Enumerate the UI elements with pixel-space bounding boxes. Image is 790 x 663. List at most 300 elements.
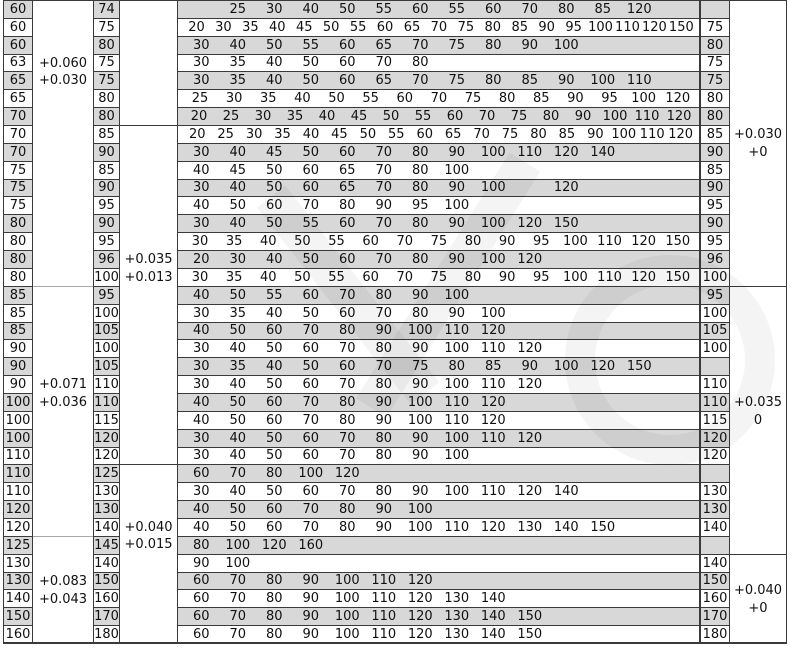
bore-dia-right-cell: 75 <box>700 54 730 71</box>
length-value: 70 <box>375 306 393 321</box>
tolerance-value: +0.036 <box>38 395 88 411</box>
length-value: 120 <box>553 180 579 195</box>
length-value: 45 <box>350 109 368 124</box>
length-value: 120 <box>631 234 657 249</box>
bore-dia-right-cell: 130 <box>700 482 730 500</box>
bore-dia-right-cell: 105 <box>700 322 730 339</box>
length-value: 40 <box>229 145 247 160</box>
length-value: 60 <box>192 573 210 588</box>
length-value: 85 <box>484 359 502 374</box>
length-value: 45 <box>331 127 348 142</box>
length-value: 120 <box>407 627 433 642</box>
bore-dia-right-cell <box>700 464 730 482</box>
shaft-dia-cell: 120 <box>3 518 33 536</box>
bore-dia-cell: 100 <box>94 270 119 285</box>
lengths-cell <box>177 143 700 161</box>
lengths-cell <box>177 411 700 429</box>
length-value: 100 <box>631 91 657 106</box>
length-value: 30 <box>265 2 283 17</box>
tolerance-value: +0.030 <box>38 73 88 89</box>
length-value: 90 <box>448 306 466 321</box>
bore-tolerance-group <box>120 0 177 125</box>
bore-dia-cell: 120 <box>94 431 119 446</box>
bore-dia-cell: 80 <box>93 107 120 125</box>
length-value: 100 <box>563 270 588 285</box>
length-value: 55 <box>362 91 379 106</box>
bore-dia-cell: 125 <box>94 466 119 481</box>
length-value: 90 <box>375 323 393 338</box>
length-value: 140 <box>480 609 506 624</box>
length-value: 35 <box>229 73 247 88</box>
length-value: 55 <box>302 216 320 231</box>
bore-dia-right-cell: 80 <box>700 36 730 54</box>
shaft-tolerance-group <box>33 0 93 286</box>
length-value: 40 <box>260 234 277 249</box>
length-value: 80 <box>375 377 393 392</box>
shaft-dia-cell: 90 <box>3 357 33 375</box>
length-value: 50 <box>359 127 377 142</box>
length-value: 80 <box>448 359 466 374</box>
bore-dia-cell: 75 <box>93 18 120 36</box>
lengths-cell <box>177 250 700 268</box>
length-value: 80 <box>411 55 429 70</box>
bore-dia-cell: 80 <box>93 89 120 107</box>
length-value: 25 <box>229 2 247 17</box>
length-value: 95 <box>411 198 429 213</box>
shaft-dia-cell: 110 <box>3 464 33 482</box>
length-value: 60 <box>265 395 283 410</box>
bore-dia-cell: 130 <box>94 502 119 517</box>
length-value: 120 <box>480 520 506 535</box>
lengths-cell <box>177 536 700 554</box>
length-value: 80 <box>192 538 210 553</box>
length-value: 70 <box>338 484 356 499</box>
length-value: 120 <box>517 484 543 499</box>
length-value: 55 <box>328 234 345 249</box>
lengths-cell <box>177 71 700 89</box>
length-value: 25 <box>217 127 234 142</box>
bore-dia-cell: 105 <box>94 359 119 374</box>
length-value: 90 <box>302 609 320 624</box>
length-value: 80 <box>411 216 429 231</box>
length-value: 65 <box>375 38 393 53</box>
length-value: 70 <box>375 145 393 160</box>
length-value: 50 <box>302 55 320 70</box>
length-value: 30 <box>229 252 247 267</box>
lengths-cell <box>177 89 700 107</box>
length-value: 120 <box>666 109 692 124</box>
lengths-cell <box>177 500 700 518</box>
bore-dia-right-cell: 100 <box>700 304 730 322</box>
length-value: 70 <box>302 198 320 213</box>
length-value: 40 <box>192 288 210 303</box>
bore-dia-cell: 90 <box>93 143 120 161</box>
length-value: 100 <box>444 163 470 178</box>
length-value: 60 <box>338 252 356 267</box>
length-value: 100 <box>407 395 433 410</box>
length-value: 30 <box>192 216 210 231</box>
length-value: 55 <box>375 2 393 17</box>
length-value: 30 <box>225 91 243 106</box>
length-value: 30 <box>192 73 210 88</box>
length-value: 60 <box>302 484 320 499</box>
length-value: 65 <box>444 127 462 142</box>
length-value: 30 <box>254 109 272 124</box>
length-value: 90 <box>574 109 592 124</box>
length-value: 80 <box>265 609 283 624</box>
length-value: 60 <box>411 2 429 17</box>
length-value: 120 <box>517 252 543 267</box>
lengths-cell <box>177 322 700 339</box>
lengths-cell <box>177 268 700 286</box>
length-value: 50 <box>265 38 283 53</box>
bore-dia-right-cell: 80 <box>700 107 730 125</box>
tolerance-value: +0.043 <box>38 591 88 607</box>
length-value: 70 <box>302 520 320 535</box>
bore-dia-right-cell: 140 <box>700 518 730 536</box>
length-value: 20 <box>192 252 210 267</box>
right-tolerance-group <box>730 554 787 643</box>
bore-dia-cell: 145 <box>94 538 119 553</box>
bore-dia-right-cell: 96 <box>700 250 730 268</box>
length-value: 60 <box>192 627 210 642</box>
length-value: 30 <box>192 377 210 392</box>
lengths-cell <box>177 161 700 179</box>
lengths-cell <box>177 429 700 447</box>
length-value: 120 <box>590 359 616 374</box>
length-value: 40 <box>192 413 210 428</box>
length-value: 95 <box>533 234 550 249</box>
bore-dia-right-cell: 100 <box>700 268 730 286</box>
bore-dia-right-cell: 150 <box>700 572 730 589</box>
length-value: 80 <box>338 395 356 410</box>
length-value: 120 <box>668 127 694 142</box>
bore-dia-right-cell: 75 <box>700 18 730 36</box>
shaft-dia-cell: 130 <box>3 572 33 589</box>
bore-dia-right-cell: 180 <box>700 625 730 643</box>
length-value: 90 <box>521 38 539 53</box>
shaft-dia-cell: 80 <box>3 214 33 232</box>
length-value: 70 <box>229 591 247 606</box>
right-tolerance-group <box>730 0 787 286</box>
shaft-dia-cell: 80 <box>3 268 33 286</box>
lengths-cell <box>177 357 700 375</box>
length-value: 100 <box>225 556 251 571</box>
length-value: 110 <box>639 127 665 142</box>
length-value: 75 <box>448 38 466 53</box>
length-value: 60 <box>338 145 356 160</box>
length-value: 70 <box>411 38 429 53</box>
bore-dia-right-cell: 90 <box>700 214 730 232</box>
length-value: 80 <box>411 252 429 267</box>
length-value: 65 <box>338 180 356 195</box>
length-value: 20 <box>188 127 206 142</box>
length-value: 40 <box>265 73 283 88</box>
length-value: 100 <box>298 466 324 481</box>
length-value: 90 <box>375 413 393 428</box>
bore-dia-right-cell: 95 <box>700 196 730 214</box>
length-value: 55 <box>328 270 345 285</box>
length-value: 40 <box>265 252 283 267</box>
length-value: 80 <box>557 2 575 17</box>
length-value: 120 <box>626 2 652 17</box>
length-value: 100 <box>480 180 506 195</box>
length-value: 100 <box>444 341 470 356</box>
bore-dia-cell: 100 <box>94 341 119 356</box>
length-value: 100 <box>480 306 506 321</box>
length-value: 90 <box>498 234 516 249</box>
length-value: 35 <box>286 109 304 124</box>
length-value: 80 <box>411 306 429 321</box>
length-value: 120 <box>517 341 543 356</box>
length-value: 70 <box>229 627 247 642</box>
length-value: 60 <box>302 377 320 392</box>
length-value: 80 <box>498 91 516 106</box>
length-value: 55 <box>349 20 367 35</box>
length-value: 90 <box>302 591 320 606</box>
lengths-cell <box>177 625 700 643</box>
length-value: 80 <box>375 431 393 446</box>
length-value: 70 <box>473 127 490 142</box>
shaft-dia-cell: 130 <box>3 554 33 572</box>
lengths-cell <box>177 464 700 482</box>
length-value: 90 <box>302 627 320 642</box>
length-value: 90 <box>411 484 429 499</box>
length-value: 90 <box>557 73 575 88</box>
bore-dia-cell: 180 <box>94 627 119 642</box>
length-value: 60 <box>338 55 356 70</box>
length-value: 110 <box>480 341 506 356</box>
length-value: 50 <box>294 234 311 249</box>
length-value: 50 <box>302 359 320 374</box>
length-value: 110 <box>597 270 622 285</box>
shaft-dia-cell: 160 <box>3 625 33 643</box>
length-value: 90 <box>587 127 604 142</box>
length-value: 35 <box>274 127 291 142</box>
length-value: 60 <box>338 38 356 53</box>
length-value: 40 <box>192 163 210 178</box>
length-value: 120 <box>631 270 657 285</box>
length-value: 50 <box>265 180 283 195</box>
length-value: 120 <box>553 145 579 160</box>
length-value: 130 <box>444 591 470 606</box>
bore-dia-right-cell: 95 <box>700 232 730 250</box>
lengths-cell <box>177 304 700 322</box>
bore-tolerance-group <box>120 464 177 643</box>
shaft-dia-cell: 60 <box>3 18 33 36</box>
tolerance-value: 0 <box>753 413 763 429</box>
length-value: 80 <box>464 270 482 285</box>
length-value: 60 <box>376 20 394 35</box>
length-value: 70 <box>375 252 393 267</box>
length-value: 120 <box>480 413 506 428</box>
length-value: 50 <box>265 484 283 499</box>
length-value: 85 <box>594 2 612 17</box>
length-value: 120 <box>407 573 433 588</box>
shaft-tolerance-group <box>33 536 93 643</box>
length-value: 40 <box>229 216 247 231</box>
length-value: 120 <box>407 609 433 624</box>
length-value: 70 <box>430 91 448 106</box>
length-value: 130 <box>444 627 470 642</box>
length-value: 40 <box>269 20 286 35</box>
length-value: 150 <box>553 216 579 231</box>
length-value: 40 <box>265 55 283 70</box>
bore-dia-cell: 150 <box>94 573 119 588</box>
length-value: 140 <box>480 591 506 606</box>
length-value: 110 <box>371 609 397 624</box>
tolerance-value: +0.083 <box>38 573 88 589</box>
length-value: 50 <box>229 395 247 410</box>
bore-dia-cell: 95 <box>93 286 120 304</box>
length-value: 95 <box>601 91 618 106</box>
bore-dia-cell: 130 <box>94 484 119 499</box>
length-value: 70 <box>396 270 414 285</box>
length-value: 140 <box>590 145 616 160</box>
length-value: 150 <box>665 270 691 285</box>
shaft-dia-cell: 110 <box>3 482 33 500</box>
shaft-dia-cell: 140 <box>3 589 33 607</box>
lengths-cell <box>177 36 700 54</box>
length-value: 70 <box>375 55 393 70</box>
length-value: 100 <box>553 359 579 374</box>
length-value: 60 <box>338 306 356 321</box>
bore-dia-cell: 95 <box>93 196 120 214</box>
length-value: 90 <box>448 180 466 195</box>
shaft-dia-cell: 100 <box>3 393 33 411</box>
length-value: 50 <box>294 270 311 285</box>
length-value: 90 <box>192 556 210 571</box>
length-value: 80 <box>411 180 429 195</box>
length-value: 110 <box>480 484 506 499</box>
length-value: 70 <box>411 73 429 88</box>
length-value: 70 <box>338 448 356 463</box>
length-value: 30 <box>192 484 210 499</box>
length-value: 65 <box>403 20 421 35</box>
length-value: 120 <box>517 216 543 231</box>
length-value: 110 <box>371 627 397 642</box>
bore-dia-cell: 115 <box>94 413 119 428</box>
length-value: 75 <box>430 270 448 285</box>
length-value: 70 <box>302 323 320 338</box>
length-value: 120 <box>517 431 543 446</box>
length-value: 100 <box>407 502 433 517</box>
length-value: 80 <box>484 38 502 53</box>
length-value: 40 <box>265 306 283 321</box>
bore-dia-cell: 85 <box>93 161 120 179</box>
length-value: 70 <box>375 359 393 374</box>
bore-dia-right-cell: 160 <box>700 589 730 607</box>
length-value: 150 <box>665 234 691 249</box>
bore-dia-right-cell: 85 <box>700 125 730 143</box>
length-value: 40 <box>229 38 247 53</box>
shaft-dia-cell: 90 <box>3 339 33 357</box>
bore-dia-cell: 90 <box>93 179 120 196</box>
length-value: 45 <box>265 145 283 160</box>
length-value: 80 <box>338 520 356 535</box>
tolerance-value: +0.040 <box>733 582 783 598</box>
bore-dia-right-cell: 90 <box>700 179 730 196</box>
length-value: 70 <box>375 180 393 195</box>
length-value: 40 <box>192 395 210 410</box>
length-value: 35 <box>229 306 247 321</box>
length-value: 80 <box>338 323 356 338</box>
length-value: 60 <box>416 127 433 142</box>
shaft-dia-cell: 85 <box>3 286 33 304</box>
length-value: 30 <box>192 448 210 463</box>
length-value: 100 <box>334 573 360 588</box>
length-value: 20 <box>188 20 205 35</box>
length-value: 30 <box>192 180 210 195</box>
length-value: 50 <box>229 198 247 213</box>
length-value: 30 <box>192 306 210 321</box>
shaft-dia-cell: 120 <box>3 500 33 518</box>
lengths-cell <box>177 375 700 393</box>
length-value: 90 <box>448 216 466 231</box>
bore-dia-right-cell <box>700 0 730 18</box>
length-value: 70 <box>229 466 247 481</box>
length-value: 50 <box>229 502 247 517</box>
length-value: 110 <box>480 431 506 446</box>
length-value: 60 <box>338 73 356 88</box>
length-value: 150 <box>626 359 652 374</box>
length-value: 95 <box>565 20 582 35</box>
length-value: 150 <box>668 20 694 35</box>
length-value: 40 <box>302 2 320 17</box>
shaft-dia-cell: 80 <box>3 232 33 250</box>
length-value: 110 <box>371 591 397 606</box>
length-value: 40 <box>192 198 210 213</box>
lengths-cell <box>177 232 700 250</box>
length-value: 30 <box>191 234 209 249</box>
length-value: 30 <box>192 145 210 160</box>
length-value: 100 <box>444 377 470 392</box>
length-value: 80 <box>265 591 283 606</box>
length-value: 100 <box>407 323 433 338</box>
shaft-dia-cell: 65 <box>3 71 33 89</box>
length-value: 35 <box>225 270 243 285</box>
length-value: 110 <box>444 520 470 535</box>
length-value: 70 <box>302 502 320 517</box>
length-value: 40 <box>229 377 247 392</box>
length-value: 40 <box>229 484 247 499</box>
shaft-dia-cell: 90 <box>3 375 33 393</box>
shaft-dia-cell: 85 <box>3 322 33 339</box>
lengths-cell <box>177 447 700 464</box>
length-value: 100 <box>480 216 506 231</box>
bore-dia-right-cell: 130 <box>700 500 730 518</box>
shaft-dia-cell: 70 <box>3 107 33 125</box>
tolerance-value: +0.071 <box>38 377 88 393</box>
length-value: 140 <box>480 627 506 642</box>
length-value: 80 <box>338 413 356 428</box>
length-value: 40 <box>294 91 311 106</box>
bore-dia-right-cell: 75 <box>700 71 730 89</box>
length-value: 50 <box>302 306 320 321</box>
bore-dia-cell: 80 <box>93 36 120 54</box>
length-value: 70 <box>302 395 320 410</box>
length-value: 50 <box>265 431 283 446</box>
length-value: 60 <box>265 413 283 428</box>
length-value: 150 <box>590 520 616 535</box>
bore-dia-right-cell: 80 <box>700 89 730 107</box>
length-value: 35 <box>229 55 247 70</box>
lengths-cell <box>177 518 700 536</box>
length-value: 50 <box>302 145 320 160</box>
bore-dia-right-cell: 110 <box>700 375 730 393</box>
lengths-cell <box>177 572 700 589</box>
length-value: 80 <box>265 573 283 588</box>
